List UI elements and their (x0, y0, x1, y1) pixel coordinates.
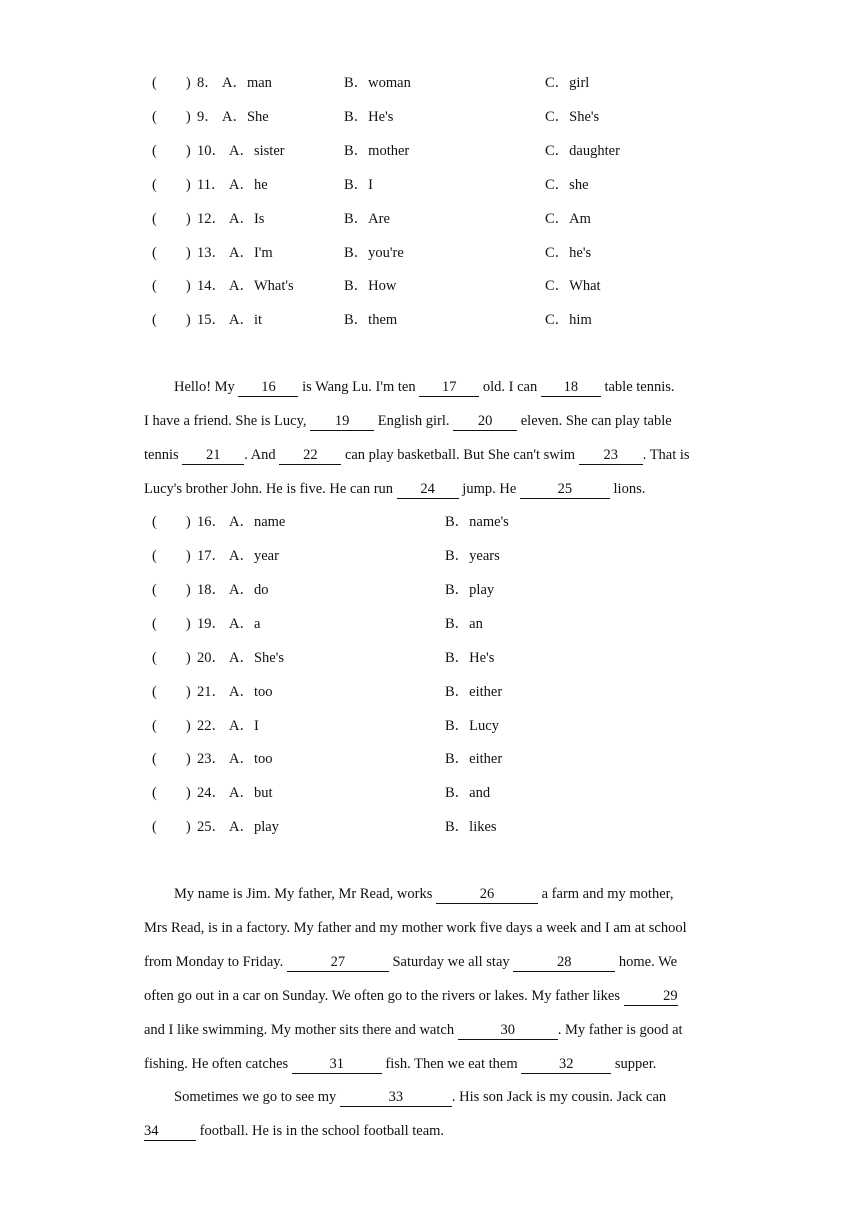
option-a: A．do (229, 582, 269, 598)
question-24 (0, 783, 860, 803)
passage-line: My name is Jim. My father, Mr Read, works 26 a farm and my mother, (174, 886, 674, 902)
passage-line: 34 football. He is in the school football team. (144, 1123, 445, 1139)
blank-31[interactable]: 31 (292, 1056, 382, 1074)
question-18 (0, 580, 860, 600)
blank-32[interactable]: 32 (521, 1056, 611, 1074)
question-number: 18． (197, 582, 226, 598)
answer-paren[interactable]: ( ) (152, 312, 191, 328)
answer-paren[interactable]: ( ) (152, 143, 191, 159)
question-number: 11． (197, 177, 226, 193)
question-13 (0, 243, 860, 263)
option-a: A．Is (229, 211, 265, 227)
option-a: A．it (229, 312, 263, 328)
question-25 (0, 817, 860, 837)
blank-18[interactable]: 18 (541, 379, 601, 397)
option-b: B．an (445, 616, 483, 632)
question-22 (0, 716, 860, 736)
blank-20[interactable]: 20 (453, 413, 517, 431)
option-a: A．man (222, 75, 272, 91)
option-a: A．play (229, 819, 279, 835)
question-16 (0, 512, 860, 532)
option-a: A．She (222, 109, 269, 125)
option-c: C．girl (545, 75, 590, 91)
question-number: 20． (197, 650, 226, 666)
blank-17[interactable]: 17 (419, 379, 479, 397)
answer-paren[interactable]: ( ) (152, 684, 191, 700)
question-17 (0, 546, 860, 566)
answer-paren[interactable]: ( ) (152, 718, 191, 734)
question-number: 23． (197, 751, 226, 767)
question-number: 16． (197, 514, 226, 530)
option-b: B．either (445, 751, 503, 767)
option-c: C．she (545, 177, 589, 193)
option-a: A．I'm (229, 245, 273, 261)
question-number: 17． (197, 548, 226, 564)
option-b: B．Lucy (445, 718, 499, 734)
blank-19[interactable]: 19 (310, 413, 374, 431)
blank-21[interactable]: 21 (182, 447, 244, 465)
answer-paren[interactable]: ( ) (152, 751, 191, 767)
option-c: C．him (545, 312, 592, 328)
blank-34[interactable]: 34 (144, 1123, 196, 1141)
question-10 (0, 141, 860, 161)
option-c: C．he's (545, 245, 592, 261)
answer-paren[interactable]: ( ) (152, 211, 191, 227)
question-15 (0, 310, 860, 330)
question-number: 21． (197, 684, 226, 700)
option-a: A．sister (229, 143, 285, 159)
question-number: 19． (197, 616, 226, 632)
answer-paren[interactable]: ( ) (152, 109, 191, 125)
answer-paren[interactable]: ( ) (152, 582, 191, 598)
option-c: C．What (545, 278, 601, 294)
question-19 (0, 614, 860, 634)
option-a: A．but (229, 785, 273, 801)
question-21 (0, 682, 860, 702)
question-number: 25． (197, 819, 226, 835)
option-a: A．too (229, 684, 273, 700)
option-b: B．and (445, 785, 491, 801)
option-b: B．mother (344, 143, 410, 159)
blank-25[interactable]: 25 (520, 481, 610, 499)
option-b: B．years (445, 548, 500, 564)
question-number: 12． (197, 211, 226, 227)
answer-paren[interactable]: ( ) (152, 177, 191, 193)
question-number: 15． (197, 312, 226, 328)
option-b: B．Are (344, 211, 390, 227)
option-c: C．Am (545, 211, 591, 227)
option-b: B．you're (344, 245, 404, 261)
question-number: 13． (197, 245, 226, 261)
passage-line: Hello! My 16 is Wang Lu. I'm ten 17 old. I can 18 table tennis. (174, 379, 675, 395)
passage-line: from Monday to Friday. 27 Saturday we all stay 28 home. We (144, 954, 678, 970)
option-b: B．I (344, 177, 373, 193)
passage-line: I have a friend. She is Lucy, 19 English girl. 20 eleven. She can play table (144, 413, 672, 429)
answer-paren[interactable]: ( ) (152, 616, 191, 632)
question-12 (0, 209, 860, 229)
blank-24[interactable]: 24 (397, 481, 459, 499)
question-number: 22． (197, 718, 226, 734)
passage-line: fishing. He often catches 31 fish. Then we eat them 32 supper. (144, 1056, 657, 1072)
option-b: B．How (344, 278, 397, 294)
option-a: A．too (229, 751, 273, 767)
option-b: B．play (445, 582, 495, 598)
option-a: A．name (229, 514, 286, 530)
question-number: 9． (197, 109, 219, 125)
option-b: B．likes (445, 819, 497, 835)
option-b: B．either (445, 684, 503, 700)
option-a: A．a (229, 616, 261, 632)
question-20 (0, 648, 860, 668)
option-b: B．them (344, 312, 398, 328)
question-number: 8． (197, 75, 219, 91)
answer-paren[interactable]: ( ) (152, 75, 191, 91)
blank-29[interactable]: 29 (624, 988, 678, 1006)
passage-line: tennis 21 . And 22 can play basketball. But She can't swim 23 . That is (144, 447, 690, 463)
question-8 (0, 73, 860, 93)
option-c: C．She's (545, 109, 600, 125)
blank-22[interactable]: 22 (279, 447, 341, 465)
option-b: B．name's (445, 514, 509, 530)
passage-line: Mrs Read, is in a factory. My father and my mother work five days a week and I am at school (144, 920, 687, 936)
blank-23[interactable]: 23 (579, 447, 643, 465)
question-number: 10． (197, 143, 226, 159)
option-a: A．She's (229, 650, 284, 666)
option-a: A．he (229, 177, 268, 193)
blank-26[interactable]: 26 (436, 886, 538, 904)
answer-paren[interactable]: ( ) (152, 245, 191, 261)
question-number: 14． (197, 278, 226, 294)
passage-line: and I like swimming. My mother sits there and watch 30 . My father is good at (144, 1022, 683, 1038)
answer-paren[interactable]: ( ) (152, 785, 191, 801)
question-11 (0, 175, 860, 195)
answer-paren[interactable]: ( ) (152, 650, 191, 666)
blank-30[interactable]: 30 (458, 1022, 558, 1040)
passage-line: Sometimes we go to see my 33 . His son Jack is my cousin. Jack can (174, 1089, 667, 1105)
blank-28[interactable]: 28 (513, 954, 615, 972)
blank-33[interactable]: 33 (340, 1089, 452, 1107)
option-b: B．He's (445, 650, 495, 666)
option-a: A．What's (229, 278, 294, 294)
question-9 (0, 107, 860, 127)
passage-line: Lucy's brother John. He is five. He can run 24 jump. He 25 lions. (144, 481, 646, 497)
answer-paren[interactable]: ( ) (152, 278, 191, 294)
option-b: B．He's (344, 109, 394, 125)
option-c: C．daughter (545, 143, 620, 159)
question-14 (0, 276, 860, 296)
answer-paren[interactable]: ( ) (152, 548, 191, 564)
question-number: 24． (197, 785, 226, 801)
answer-paren[interactable]: ( ) (152, 819, 191, 835)
option-b: B．woman (344, 75, 411, 91)
blank-27[interactable]: 27 (287, 954, 389, 972)
passage-line: often go out in a car on Sunday. We often go to the rivers or lakes. My father likes 29 (144, 988, 678, 1004)
answer-paren[interactable]: ( ) (152, 514, 191, 530)
question-23 (0, 749, 860, 769)
option-a: A．I (229, 718, 259, 734)
blank-16[interactable]: 16 (238, 379, 298, 397)
option-a: A．year (229, 548, 279, 564)
